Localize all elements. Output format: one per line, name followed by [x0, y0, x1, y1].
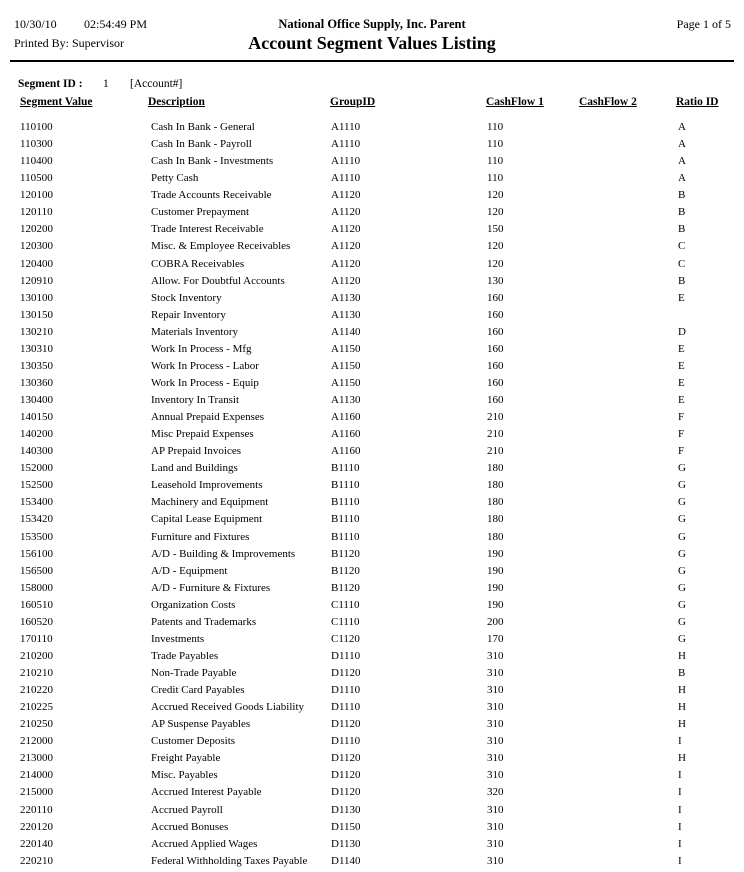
- cell-segment-value: 156500: [20, 564, 53, 577]
- table-row: [0, 716, 744, 733]
- cell-cashflow1: 180: [487, 479, 504, 492]
- cell-cashflow1: 110: [487, 121, 504, 133]
- table-row: [0, 682, 744, 699]
- column-header-description: Description: [148, 96, 205, 108]
- cell-ratio-id: I: [678, 820, 682, 833]
- cell-cashflow1: 160: [487, 291, 504, 304]
- cell-group-id: A1150: [331, 342, 361, 355]
- cell-description: Accrued Applied Wages: [151, 837, 258, 850]
- cell-group-id: A1120: [331, 189, 361, 202]
- cell-cashflow1: 180: [487, 462, 504, 475]
- cell-segment-value: 120400: [20, 257, 53, 270]
- cell-cashflow1: 160: [487, 342, 504, 355]
- cell-segment-value: 120100: [20, 189, 53, 202]
- cell-group-id: D1110: [331, 701, 361, 714]
- table-row: [0, 290, 744, 307]
- cell-cashflow1: 110: [487, 155, 504, 168]
- header-rule: [10, 60, 734, 62]
- table-row: [0, 784, 744, 801]
- cell-ratio-id: C: [678, 257, 686, 270]
- table-row: [0, 221, 744, 238]
- cell-description: Organization Costs: [151, 598, 236, 611]
- cell-group-id: D1120: [331, 769, 361, 782]
- column-header-segment-value: Segment Value: [20, 96, 93, 108]
- cell-cashflow1: 120: [487, 240, 504, 253]
- column-header-group-id: GroupID: [330, 96, 376, 108]
- cell-description: A/D - Equipment: [151, 564, 228, 577]
- cell-group-id: A1120: [331, 257, 361, 270]
- cell-segment-value: 153500: [20, 530, 53, 543]
- cell-segment-value: 130400: [20, 394, 53, 406]
- cell-ratio-id: H: [678, 684, 686, 697]
- cell-cashflow1: 190: [487, 581, 504, 594]
- cell-ratio-id: A: [678, 155, 686, 168]
- cell-group-id: B1120: [331, 564, 360, 577]
- cell-ratio-id: F: [678, 445, 685, 458]
- cell-segment-value: 152500: [20, 479, 53, 492]
- cell-segment-value: 210210: [20, 667, 53, 679]
- cell-description: Investments: [151, 632, 205, 645]
- cell-segment-value: 156100: [20, 547, 53, 560]
- cell-description: Misc Prepaid Expenses: [151, 428, 254, 441]
- cell-ratio-id: F: [678, 428, 685, 441]
- cell-ratio-id: I: [678, 786, 682, 799]
- cell-group-id: C1120: [331, 632, 360, 645]
- cell-segment-value: 130310: [20, 342, 53, 355]
- cell-group-id: A1160: [331, 428, 361, 441]
- cell-segment-value: 212000: [20, 735, 53, 748]
- cell-ratio-id: H: [678, 701, 686, 714]
- cell-ratio-id: G: [678, 530, 686, 543]
- cell-group-id: D1110: [331, 735, 361, 748]
- cell-group-id: A1160: [331, 411, 361, 424]
- cell-cashflow1: 210: [487, 411, 504, 424]
- cell-segment-value: 220140: [20, 837, 53, 850]
- cell-cashflow1: 160: [487, 308, 504, 321]
- cell-group-id: A1130: [331, 394, 361, 406]
- cell-group-id: A1150: [331, 376, 361, 389]
- cell-description: Accrued Bonuses: [151, 820, 229, 833]
- cell-group-id: B1110: [331, 462, 360, 475]
- cell-group-id: D1120: [331, 667, 361, 679]
- cell-group-id: D1120: [331, 718, 361, 731]
- cell-ratio-id: E: [678, 376, 685, 389]
- cell-segment-value: 110300: [20, 138, 53, 151]
- cell-cashflow1: 310: [487, 667, 504, 679]
- cell-group-id: A1110: [331, 172, 361, 185]
- report-time: 02:54:49 PM: [84, 17, 148, 31]
- table-row: [0, 546, 744, 563]
- table-row: [0, 307, 744, 324]
- cell-segment-value: 110400: [20, 155, 53, 168]
- table-row: [0, 614, 744, 631]
- cell-description: Trade Payables: [151, 649, 219, 662]
- cell-description: Land and Buildings: [151, 462, 238, 475]
- column-header-cashflow1: CashFlow 1: [486, 96, 544, 108]
- table-row: [0, 699, 744, 716]
- cell-segment-value: 210225: [20, 701, 53, 714]
- cell-group-id: D1150: [331, 820, 361, 833]
- cell-cashflow1: 310: [487, 701, 504, 714]
- table-row: [0, 580, 744, 597]
- cell-cashflow1: 310: [487, 752, 504, 765]
- cell-ratio-id: C: [678, 240, 686, 253]
- cell-group-id: A1120: [331, 274, 361, 287]
- cell-description: Misc. & Employee Receivables: [151, 240, 291, 253]
- cell-description: Inventory In Transit: [151, 394, 239, 406]
- cell-description: Cash In Bank - Payroll: [151, 138, 252, 151]
- cell-ratio-id: H: [678, 718, 686, 731]
- cell-group-id: A1110: [331, 121, 361, 133]
- cell-group-id: A1130: [331, 308, 361, 321]
- cell-description: Customer Prepayment: [151, 206, 250, 219]
- cell-description: Patents and Trademarks: [151, 615, 257, 628]
- cell-description: Furniture and Fixtures: [151, 530, 250, 543]
- table-row: [0, 324, 744, 341]
- cell-segment-value: 110100: [20, 121, 53, 133]
- cell-segment-value: 140300: [20, 445, 53, 458]
- cell-cashflow1: 190: [487, 564, 504, 577]
- column-header-ratio-id: Ratio ID: [676, 96, 719, 108]
- cell-group-id: A1110: [331, 138, 361, 151]
- cell-description: AP Prepaid Invoices: [151, 445, 242, 458]
- cell-ratio-id: G: [678, 581, 686, 594]
- cell-cashflow1: 120: [487, 257, 504, 270]
- cell-ratio-id: A: [678, 172, 686, 185]
- cell-segment-value: 153400: [20, 496, 53, 509]
- table-row: [0, 358, 744, 375]
- cell-group-id: A1120: [331, 240, 361, 253]
- segment-id-label: Segment ID :: [18, 78, 83, 90]
- table-row: [0, 665, 744, 682]
- cell-group-id: B1120: [331, 581, 360, 594]
- cell-description: Credit Card Payables: [151, 684, 245, 697]
- cell-group-id: D1120: [331, 786, 361, 799]
- cell-description: Work In Process - Labor: [151, 359, 259, 372]
- cell-group-id: B1110: [331, 496, 360, 509]
- cell-segment-value: 220210: [20, 854, 53, 867]
- table-row: [0, 494, 744, 511]
- cell-ratio-id: B: [678, 189, 686, 202]
- cell-ratio-id: B: [678, 206, 686, 219]
- table-row: [0, 341, 744, 358]
- cell-cashflow1: 190: [487, 547, 504, 560]
- cell-cashflow1: 160: [487, 394, 504, 406]
- cell-ratio-id: G: [678, 598, 686, 611]
- page-number: Page 1 of 5: [676, 17, 731, 31]
- cell-ratio-id: D: [678, 325, 686, 338]
- cell-group-id: D1140: [331, 854, 361, 867]
- cell-ratio-id: G: [678, 513, 686, 526]
- cell-ratio-id: G: [678, 564, 686, 577]
- cell-segment-value: 214000: [20, 769, 53, 782]
- cell-description: Federal Withholding Taxes Payable: [151, 854, 308, 867]
- cell-cashflow1: 120: [487, 189, 504, 202]
- printed-by: Printed By: Supervisor: [14, 36, 124, 50]
- cell-cashflow1: 160: [487, 376, 504, 389]
- cell-group-id: A1160: [331, 445, 361, 458]
- cell-description: Freight Payable: [151, 752, 221, 765]
- table-row: [0, 477, 744, 494]
- cell-cashflow1: 130: [487, 274, 504, 287]
- table-row: [0, 597, 744, 614]
- cell-cashflow1: 310: [487, 837, 504, 850]
- cell-segment-value: 210200: [20, 649, 53, 662]
- cell-segment-value: 120300: [20, 240, 53, 253]
- column-header-cashflow2: CashFlow 2: [579, 96, 637, 108]
- table-row: [0, 460, 744, 477]
- cell-description: AP Suspense Payables: [151, 718, 251, 731]
- cell-description: Non-Trade Payable: [151, 667, 237, 679]
- cell-group-id: B1110: [331, 530, 360, 543]
- cell-group-id: B1110: [331, 479, 360, 492]
- table-row: [0, 802, 744, 819]
- cell-segment-value: 170110: [20, 632, 53, 645]
- cell-ratio-id: F: [678, 411, 685, 424]
- cell-ratio-id: H: [678, 649, 686, 662]
- cell-cashflow1: 310: [487, 820, 504, 833]
- cell-segment-value: 220110: [20, 803, 53, 816]
- cell-description: A/D - Furniture & Fixtures: [151, 581, 271, 594]
- table-row: [0, 238, 744, 255]
- cell-ratio-id: G: [678, 479, 686, 492]
- cell-cashflow1: 110: [487, 172, 504, 185]
- cell-group-id: A1120: [331, 206, 361, 219]
- cell-cashflow1: 310: [487, 854, 504, 867]
- cell-cashflow1: 170: [487, 632, 504, 645]
- table-row: [0, 733, 744, 750]
- table-row: [0, 187, 744, 204]
- cell-segment-value: 213000: [20, 752, 53, 765]
- table-row: [0, 529, 744, 546]
- cell-description: Accrued Interest Payable: [151, 786, 262, 799]
- cell-ratio-id: I: [678, 769, 682, 782]
- cell-ratio-id: E: [678, 359, 685, 372]
- table-row: [0, 426, 744, 443]
- cell-cashflow1: 320: [487, 786, 504, 799]
- cell-segment-value: 140150: [20, 411, 53, 424]
- cell-description: Annual Prepaid Expenses: [151, 411, 265, 424]
- cell-ratio-id: I: [678, 837, 682, 850]
- cell-segment-value: 120110: [20, 206, 53, 219]
- cell-group-id: A1120: [331, 223, 361, 236]
- table-row: [0, 836, 744, 853]
- table-row: [0, 204, 744, 221]
- cell-cashflow1: 180: [487, 530, 504, 543]
- table-row: [0, 631, 744, 648]
- table-row: [0, 136, 744, 153]
- cell-description: Work In Process - Mfg: [151, 342, 252, 355]
- cell-cashflow1: 310: [487, 803, 504, 816]
- cell-group-id: D1110: [331, 684, 361, 697]
- cell-ratio-id: E: [678, 342, 685, 355]
- table-row: [0, 443, 744, 460]
- cell-segment-value: 210220: [20, 684, 53, 697]
- table-row: [0, 750, 744, 767]
- table-row: [0, 119, 744, 136]
- cell-group-id: C1110: [331, 615, 360, 628]
- cell-segment-value: 130150: [20, 308, 53, 321]
- cell-description: Misc. Payables: [151, 769, 218, 782]
- cell-description: Trade Interest Receivable: [151, 223, 264, 236]
- cell-group-id: D1130: [331, 803, 361, 816]
- cell-ratio-id: B: [678, 667, 686, 679]
- cell-segment-value: 130210: [20, 325, 53, 338]
- cell-ratio-id: E: [678, 291, 685, 304]
- table-row: [0, 511, 744, 528]
- cell-ratio-id: I: [678, 854, 682, 867]
- cell-cashflow1: 160: [487, 325, 504, 338]
- cell-group-id: B1110: [331, 513, 360, 526]
- cell-description: Allow. For Doubtful Accounts: [151, 274, 285, 287]
- segment-name: [Account#]: [130, 78, 183, 90]
- cell-description: Accrued Received Goods Liability: [151, 701, 305, 714]
- cell-segment-value: 152000: [20, 462, 53, 475]
- cell-cashflow1: 180: [487, 496, 504, 509]
- cell-segment-value: 130350: [20, 359, 53, 372]
- table-row: [0, 170, 744, 187]
- table-row: [0, 256, 744, 273]
- cell-cashflow1: 180: [487, 513, 504, 526]
- cell-cashflow1: 150: [487, 223, 504, 236]
- cell-segment-value: 120910: [20, 274, 53, 287]
- cell-segment-value: 160510: [20, 598, 53, 611]
- cell-cashflow1: 210: [487, 445, 504, 458]
- cell-segment-value: 158000: [20, 581, 53, 594]
- cell-ratio-id: G: [678, 632, 686, 645]
- cell-cashflow1: 310: [487, 735, 504, 748]
- report-date: 10/30/10: [14, 17, 57, 31]
- cell-description: Petty Cash: [151, 172, 199, 185]
- cell-group-id: D1110: [331, 649, 361, 662]
- cell-ratio-id: G: [678, 615, 686, 628]
- cell-group-id: C1110: [331, 598, 360, 611]
- table-row: [0, 409, 744, 426]
- cell-ratio-id: I: [678, 803, 682, 816]
- cell-cashflow1: 310: [487, 718, 504, 731]
- table-row: [0, 819, 744, 836]
- table-row: [0, 853, 744, 870]
- cell-description: Machinery and Equipment: [151, 496, 269, 509]
- cell-ratio-id: B: [678, 274, 686, 287]
- cell-segment-value: 210250: [20, 718, 53, 731]
- cell-description: Work In Process - Equip: [151, 376, 259, 389]
- table-row: [0, 375, 744, 392]
- cell-cashflow1: 310: [487, 649, 504, 662]
- cell-description: Leasehold Improvements: [151, 479, 263, 492]
- cell-segment-value: 160520: [20, 615, 53, 628]
- table-row: [0, 648, 744, 665]
- table-row: [0, 767, 744, 784]
- cell-cashflow1: 310: [487, 684, 504, 697]
- cell-ratio-id: A: [678, 121, 686, 133]
- cell-description: Materials Inventory: [151, 325, 239, 338]
- cell-cashflow1: 210: [487, 428, 504, 441]
- cell-group-id: A1110: [331, 155, 361, 168]
- cell-group-id: D1120: [331, 752, 361, 765]
- cell-cashflow1: 120: [487, 206, 504, 219]
- table-row: [0, 563, 744, 580]
- table-row: [0, 392, 744, 409]
- cell-group-id: B1120: [331, 547, 360, 560]
- cell-description: Cash In Bank - General: [151, 121, 255, 133]
- cell-ratio-id: B: [678, 223, 686, 236]
- cell-segment-value: 153420: [20, 513, 53, 526]
- cell-cashflow1: 160: [487, 359, 504, 372]
- cell-cashflow1: 310: [487, 769, 504, 782]
- segment-id-value: 1: [103, 78, 109, 90]
- cell-segment-value: 130100: [20, 291, 53, 304]
- cell-ratio-id: G: [678, 547, 686, 560]
- cell-description: Accrued Payroll: [151, 803, 223, 816]
- cell-group-id: A1140: [331, 325, 361, 338]
- report-title: Account Segment Values Listing: [248, 33, 496, 53]
- table-rows: [0, 119, 744, 870]
- cell-ratio-id: A: [678, 138, 686, 151]
- cell-cashflow1: 200: [487, 615, 504, 628]
- cell-ratio-id: G: [678, 496, 686, 509]
- cell-segment-value: 215000: [20, 786, 53, 799]
- cell-description: Repair Inventory: [151, 308, 226, 321]
- cell-ratio-id: G: [678, 462, 686, 475]
- cell-ratio-id: H: [678, 752, 686, 765]
- cell-cashflow1: 110: [487, 138, 504, 151]
- cell-segment-value: 130360: [20, 376, 53, 389]
- cell-segment-value: 220120: [20, 820, 53, 833]
- cell-group-id: A1130: [331, 291, 361, 304]
- cell-description: Trade Accounts Receivable: [151, 189, 272, 202]
- cell-description: A/D - Building & Improvements: [151, 547, 296, 560]
- cell-segment-value: 110500: [20, 172, 53, 185]
- cell-group-id: A1150: [331, 359, 361, 372]
- cell-segment-value: 140200: [20, 428, 53, 441]
- cell-description: Capital Lease Equipment: [151, 513, 263, 526]
- cell-description: COBRA Receivables: [151, 257, 245, 270]
- cell-description: Cash In Bank - Investments: [151, 155, 274, 168]
- cell-cashflow1: 190: [487, 598, 504, 611]
- cell-ratio-id: E: [678, 394, 685, 406]
- table-row: [0, 273, 744, 290]
- cell-segment-value: 120200: [20, 223, 53, 236]
- cell-description: Customer Deposits: [151, 735, 236, 748]
- company-name: National Office Supply, Inc. Parent: [278, 17, 466, 31]
- table-row: [0, 153, 744, 170]
- cell-description: Stock Inventory: [151, 291, 222, 304]
- cell-group-id: D1130: [331, 837, 361, 850]
- cell-ratio-id: I: [678, 735, 682, 748]
